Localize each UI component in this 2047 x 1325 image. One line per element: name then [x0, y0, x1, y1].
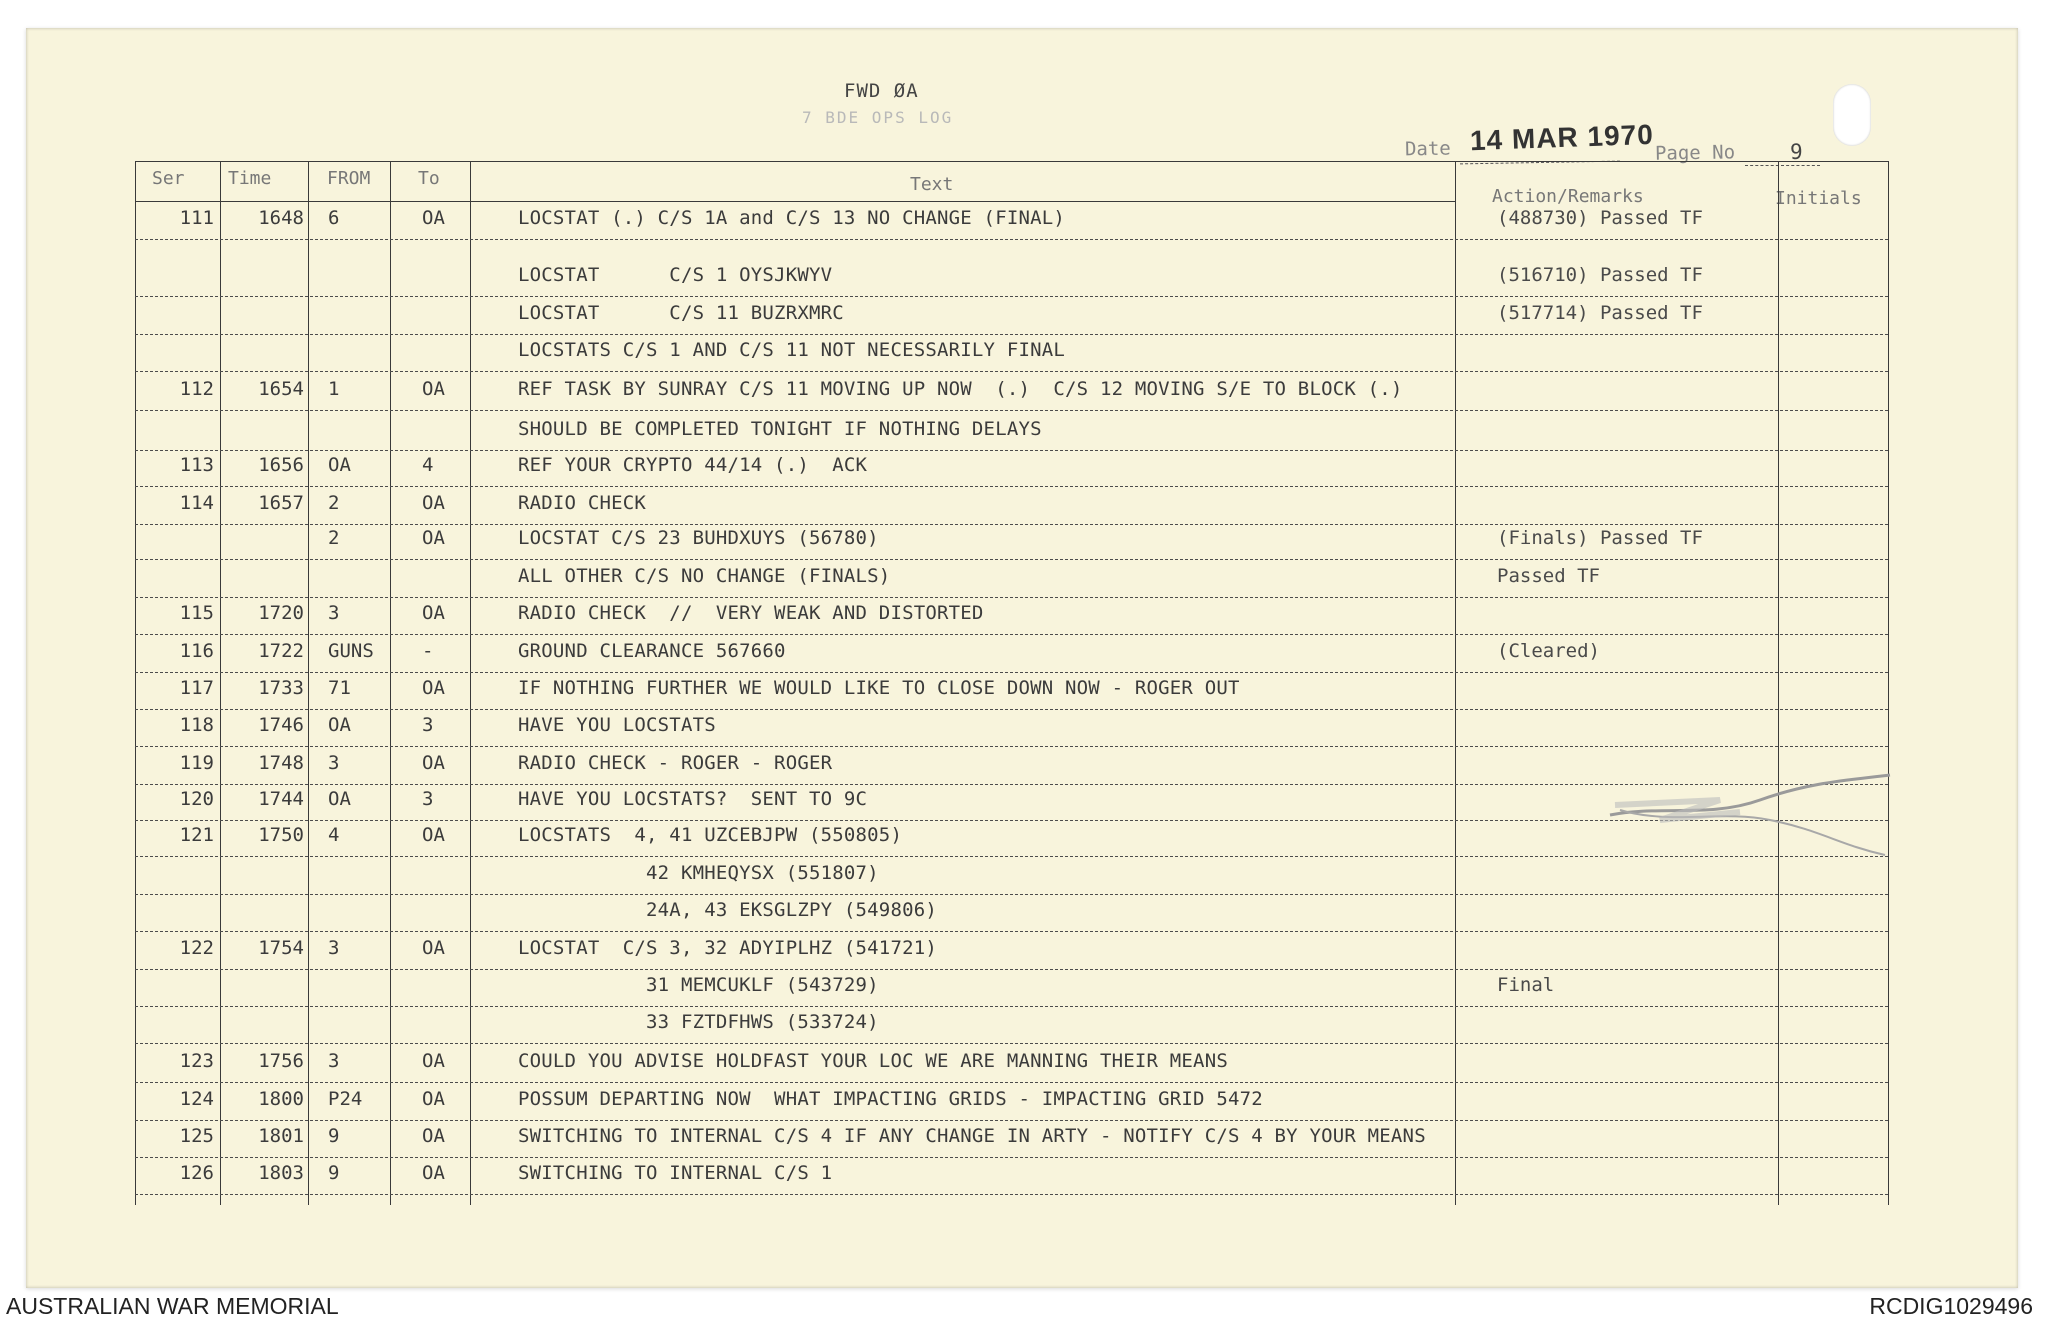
cell-text: LOCSTAT C/S 1 OYSJKWYV: [518, 264, 833, 286]
cell-ser: 116: [179, 640, 214, 662]
cell-remark: Passed TF: [1497, 565, 1600, 587]
cell-time: 1803: [258, 1162, 304, 1184]
cell-from: 3: [328, 937, 340, 959]
col-header-ser: Ser: [152, 168, 185, 189]
cell-text: POSSUM DEPARTING NOW WHAT IMPACTING GRIDS - IMPACTING GRID 5472: [518, 1088, 1263, 1110]
cell-text: LOCSTATS 4, 41 UZCEBJPW (550805): [518, 824, 903, 846]
cell-text: 31 MEMCUKLF (543729): [518, 974, 879, 996]
footer-source: AUSTRALIAN WAR MEMORIAL: [6, 1293, 339, 1319]
cell-text: HAVE YOU LOCSTATS? SENT TO 9C: [518, 788, 868, 810]
cell-time: 1748: [258, 752, 304, 774]
row-rule: [135, 1082, 1888, 1083]
cell-text: SHOULD BE COMPLETED TONIGHT IF NOTHING DELAYS: [518, 418, 1042, 440]
cell-time: 1720: [258, 602, 304, 624]
cell-from: 1: [328, 378, 340, 400]
cell-from: OA: [328, 714, 351, 736]
cell-to: -: [422, 640, 434, 662]
cell-from: 3: [328, 602, 340, 624]
cell-ser: 126: [179, 1162, 214, 1184]
table-top-rule: [135, 161, 1888, 162]
cell-remark: (488730) Passed TF: [1497, 207, 1703, 229]
table-column-rule: [1778, 161, 1779, 1205]
cell-from: 2: [328, 527, 340, 549]
cell-time: 1800: [258, 1088, 304, 1110]
cell-from: P24: [328, 1088, 363, 1110]
cell-to: OA: [422, 492, 445, 514]
cell-to: OA: [422, 207, 445, 229]
row-rule: [135, 486, 1888, 487]
cell-time: 1654: [258, 378, 304, 400]
row-rule: [135, 672, 1888, 673]
cell-text: LOCSTAT C/S 11 BUZRXMRC: [518, 302, 844, 324]
cell-text: LOCSTAT C/S 23 BUHDXUYS (56780): [518, 527, 879, 549]
cell-time: 1756: [258, 1050, 304, 1072]
row-rule: [135, 634, 1888, 635]
cell-text: RADIO CHECK: [518, 492, 647, 514]
row-rule: [135, 450, 1888, 451]
cell-to: OA: [422, 937, 445, 959]
cell-from: 9: [328, 1125, 340, 1147]
cell-text: REF YOUR CRYPTO 44/14 (.) ACK: [518, 454, 868, 476]
cell-ser: 125: [179, 1125, 214, 1147]
table-column-rule: [220, 161, 221, 1205]
row-rule: [135, 894, 1888, 895]
pencil-scribble: [1600, 770, 1900, 870]
cell-time: 1754: [258, 937, 304, 959]
cell-ser: 120: [179, 788, 214, 810]
cell-ser: 123: [179, 1050, 214, 1072]
row-rule: [135, 1157, 1888, 1158]
table-header-rule: [135, 201, 1455, 202]
cell-to: OA: [422, 1125, 445, 1147]
cell-time: 1744: [258, 788, 304, 810]
cell-from: 3: [328, 1050, 340, 1072]
cell-text: LOCSTAT (.) C/S 1A and C/S 13 NO CHANGE (FINAL): [518, 207, 1066, 229]
cell-from: 71: [328, 677, 351, 699]
row-rule: [135, 969, 1888, 970]
cell-ser: 124: [179, 1088, 214, 1110]
cell-to: OA: [422, 1050, 445, 1072]
cell-ser: 114: [179, 492, 214, 514]
cell-remark: (517714) Passed TF: [1497, 302, 1703, 324]
cell-to: OA: [422, 1088, 445, 1110]
cell-from: OA: [328, 788, 351, 810]
cell-to: OA: [422, 527, 445, 549]
page-number: 9: [1790, 140, 1803, 164]
cell-from: OA: [328, 454, 351, 476]
row-rule: [135, 410, 1888, 411]
col-header-initials: Initials: [1775, 188, 1862, 209]
table-column-rule: [135, 161, 136, 1205]
col-header-text: Text: [910, 174, 954, 195]
cell-ser: 118: [179, 714, 214, 736]
cell-text: 42 KMHEQYSX (551807): [518, 862, 879, 884]
cell-to: OA: [422, 1162, 445, 1184]
cell-text: RADIO CHECK // VERY WEAK AND DISTORTED: [518, 602, 984, 624]
row-rule: [135, 371, 1888, 372]
cell-ser: 115: [179, 602, 214, 624]
cell-ser: 111: [179, 207, 214, 229]
cell-time: 1750: [258, 824, 304, 846]
table-column-rule: [390, 161, 391, 1205]
cell-ser: 113: [179, 454, 214, 476]
cell-text: LOCSTAT C/S 3, 32 ADYIPLHZ (541721): [518, 937, 938, 959]
cell-from: 4: [328, 824, 340, 846]
cell-text: IF NOTHING FURTHER WE WOULD LIKE TO CLOSE DOWN NOW - ROGER OUT: [518, 677, 1240, 699]
cell-remark: Final: [1497, 974, 1555, 996]
row-rule: [135, 1194, 1888, 1195]
row-rule: [135, 296, 1888, 297]
row-rule: [135, 931, 1888, 932]
cell-ser: 117: [179, 677, 214, 699]
footer-id: RCDIG1029496: [1869, 1293, 2033, 1319]
punch-hole: [1833, 84, 1871, 146]
col-header-to: To: [418, 168, 440, 189]
table-column-rule: [1455, 161, 1456, 1205]
row-rule: [135, 524, 1888, 525]
cell-ser: 119: [179, 752, 214, 774]
table-column-rule: [470, 161, 471, 1205]
col-header-from: FROM: [327, 168, 371, 189]
cell-text: RADIO CHECK - ROGER - ROGER: [518, 752, 833, 774]
cell-time: 1746: [258, 714, 304, 736]
col-header-time: Time: [228, 168, 272, 189]
cell-from: GUNS: [328, 640, 374, 662]
cell-remark: (Cleared): [1497, 640, 1600, 662]
cell-text: ALL OTHER C/S NO CHANGE (FINALS): [518, 565, 891, 587]
log-title: FWD ØA: [844, 80, 919, 102]
cell-text: LOCSTATS C/S 1 AND C/S 11 NOT NECESSARILY FINAL: [518, 339, 1066, 361]
table-column-rule: [1888, 161, 1889, 1205]
row-rule: [135, 709, 1888, 710]
row-rule: [135, 239, 1888, 240]
cell-to: 3: [422, 788, 434, 810]
cell-to: OA: [422, 602, 445, 624]
cell-from: 6: [328, 207, 340, 229]
log-subtitle: 7 BDE OPS LOG: [802, 108, 954, 127]
cell-from: 9: [328, 1162, 340, 1184]
cell-from: 2: [328, 492, 340, 514]
col-header-action: Action/Remarks: [1492, 186, 1644, 207]
cell-time: 1801: [258, 1125, 304, 1147]
cell-ser: 122: [179, 937, 214, 959]
cell-text: 33 FZTDFHWS (533724): [518, 1011, 879, 1033]
cell-text: COULD YOU ADVISE HOLDFAST YOUR LOC WE ARE MANNING THEIR MEANS: [518, 1050, 1228, 1072]
cell-text: 24A, 43 EKSGLZPY (549806): [518, 899, 938, 921]
row-rule: [135, 559, 1888, 560]
cell-text: REF TASK BY SUNRAY C/S 11 MOVING UP NOW (.) C/S 12 MOVING S/E TO BLOCK (.): [518, 378, 1403, 400]
cell-ser: 112: [179, 378, 214, 400]
row-rule: [135, 1006, 1888, 1007]
date-stamp: 14 MAR 1970: [1469, 118, 1655, 157]
cell-time: 1648: [258, 207, 304, 229]
table-column-rule: [308, 161, 309, 1205]
row-rule: [135, 1120, 1888, 1121]
row-rule: [135, 1043, 1888, 1044]
row-rule: [135, 334, 1888, 335]
cell-to: 3: [422, 714, 434, 736]
cell-ser: 121: [179, 824, 214, 846]
cell-to: 4: [422, 454, 434, 476]
cell-time: 1722: [258, 640, 304, 662]
cell-time: 1733: [258, 677, 304, 699]
page-underline: [1745, 165, 1820, 166]
cell-from: 3: [328, 752, 340, 774]
cell-remark: (Finals) Passed TF: [1497, 527, 1703, 549]
row-rule: [135, 597, 1888, 598]
cell-text: GROUND CLEARANCE 567660: [518, 640, 786, 662]
cell-remark: (516710) Passed TF: [1497, 264, 1703, 286]
cell-time: 1656: [258, 454, 304, 476]
date-label: Date: [1404, 137, 1451, 161]
row-rule: [135, 746, 1888, 747]
cell-to: OA: [422, 378, 445, 400]
cell-to: OA: [422, 752, 445, 774]
cell-text: HAVE YOU LOCSTATS: [518, 714, 716, 736]
page-label: Page No: [1654, 141, 1736, 165]
cell-text: SWITCHING TO INTERNAL C/S 4 IF ANY CHANGE IN ARTY - NOTIFY C/S 4 BY YOUR MEANS: [518, 1125, 1426, 1147]
cell-to: OA: [422, 824, 445, 846]
cell-text: SWITCHING TO INTERNAL C/S 1: [518, 1162, 833, 1184]
cell-time: 1657: [258, 492, 304, 514]
cell-to: OA: [422, 677, 445, 699]
